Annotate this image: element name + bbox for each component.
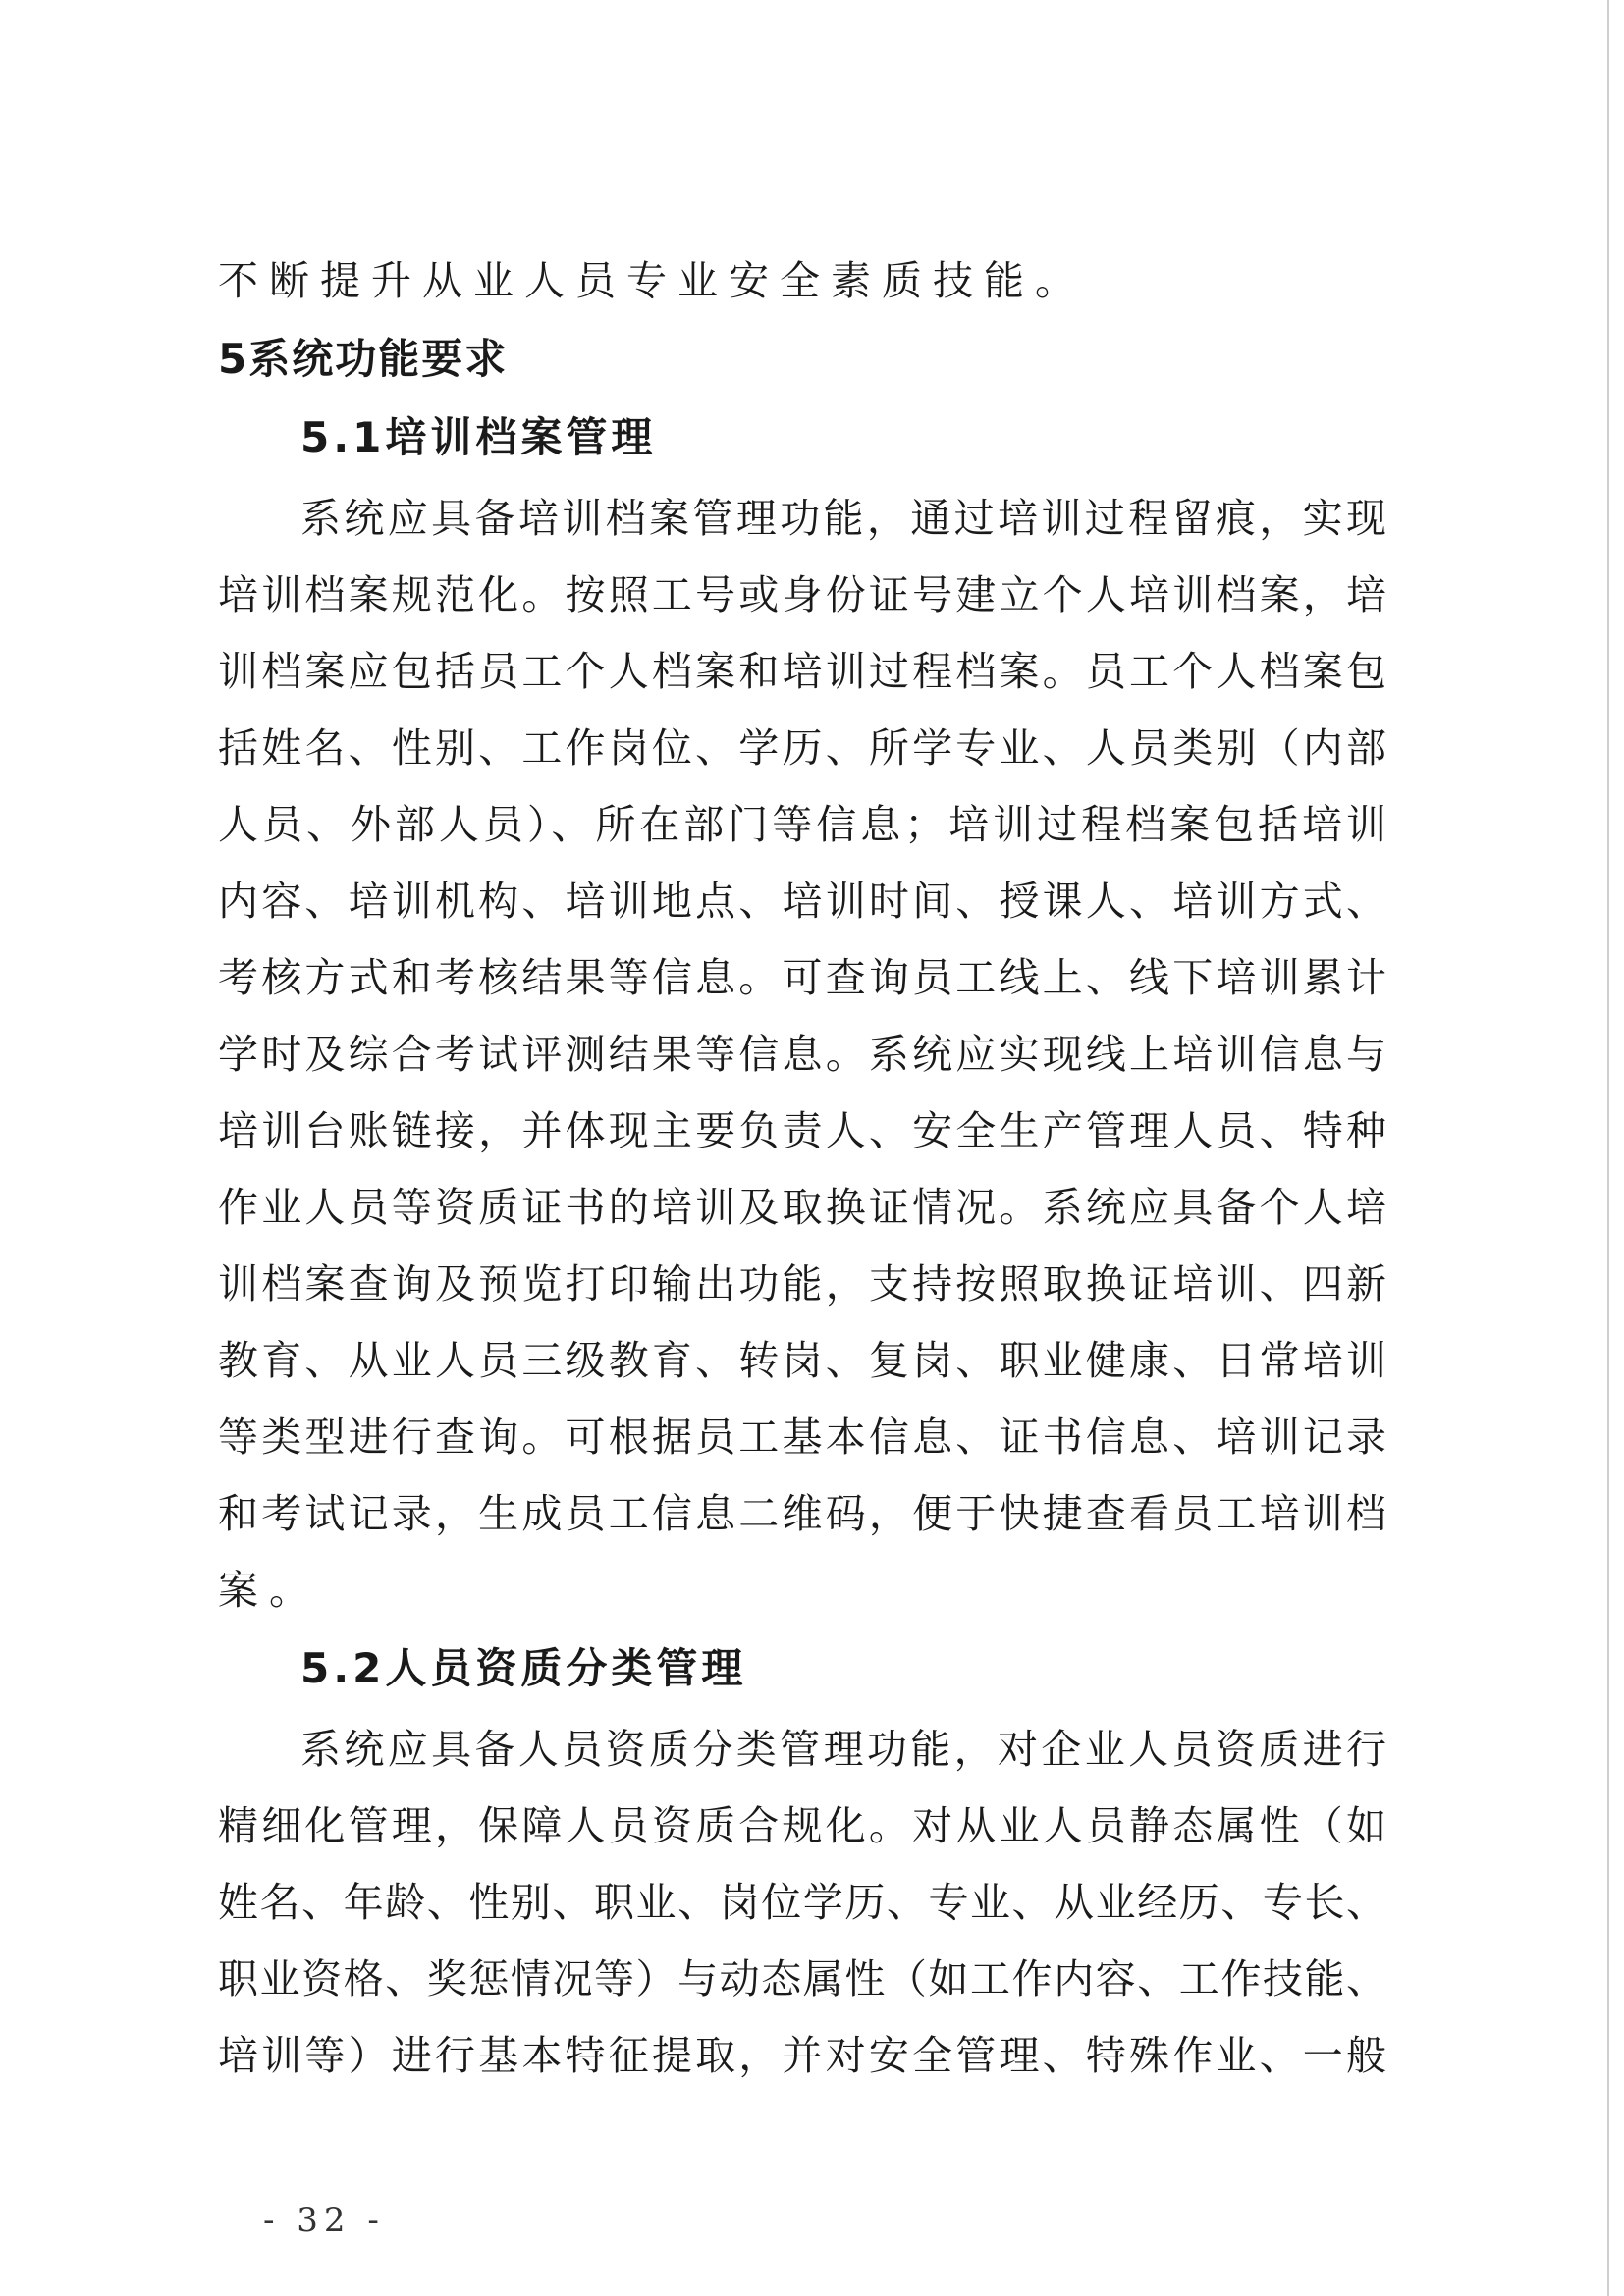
body-line: 学时及综合考试评测结果等信息。系统应实现线上培训信息与 [218, 1031, 1386, 1078]
body-line: 教育、从业人员三级教育、转岗、复岗、职业健康、日常培训 [218, 1337, 1386, 1384]
body-line: 和考试记录，生成员工信息二维码，便于快捷查看员工培训档 [218, 1490, 1386, 1537]
subsection-heading: 5.2人员资质分类管理 [300, 1644, 747, 1692]
body-line: 培训台账链接，并体现主要负责人、安全生产管理人员、特种 [218, 1107, 1386, 1154]
body-line: 系统应具备人员资质分类管理功能，对企业人员资质进行 [300, 1726, 1386, 1773]
body-line: 考核方式和考核结果等信息。可查询员工线上、线下培训累计 [218, 954, 1386, 1001]
body-line: 内容、培训机构、培训地点、培训时间、授课人、培训方式、 [218, 878, 1386, 925]
subsection-heading: 5.1培训档案管理 [300, 413, 657, 461]
body-line: 系统应具备培训档案管理功能，通过培训过程留痕，实现 [300, 495, 1386, 542]
page-edge-line [1607, 0, 1609, 2296]
body-line: 不断提升从业人员专业安全素质技能。 [218, 257, 1086, 304]
body-line: 培训档案规范化。按照工号或身份证号建立个人培训档案，培 [218, 571, 1386, 618]
body-line: 精细化管理，保障人员资质合规化。对从业人员静态属性（如 [218, 1802, 1386, 1849]
body-line: 姓名、年龄、性别、职业、岗位学历、专业、从业经历、专长、 [218, 1879, 1386, 1926]
page-number: - 32 - [263, 2201, 385, 2240]
body-line: 等类型进行查询。可根据员工基本信息、证书信息、培训记录 [218, 1414, 1386, 1461]
body-line: 训档案查询及预览打印输出功能，支持按照取换证培训、四新 [218, 1260, 1386, 1308]
body-line: 括姓名、性别、工作岗位、学历、所学专业、人员类别（内部 [218, 724, 1386, 772]
body-line: 训档案应包括员工个人档案和培训过程档案。员工个人档案包 [218, 648, 1386, 695]
body-line: 职业资格、奖惩情况等）与动态属性（如工作内容、工作技能、 [218, 1955, 1386, 2002]
section-heading: 5系统功能要求 [218, 335, 509, 383]
body-line: 培训等）进行基本特征提取，并对安全管理、特殊作业、一般 [218, 2032, 1386, 2079]
body-line: 人员、外部人员）、所在部门等信息；培训过程档案包括培训 [218, 801, 1386, 848]
body-line: 作业人员等资质证书的培训及取换证情况。系统应具备个人培 [218, 1184, 1386, 1231]
body-line: 案。 [218, 1567, 320, 1614]
